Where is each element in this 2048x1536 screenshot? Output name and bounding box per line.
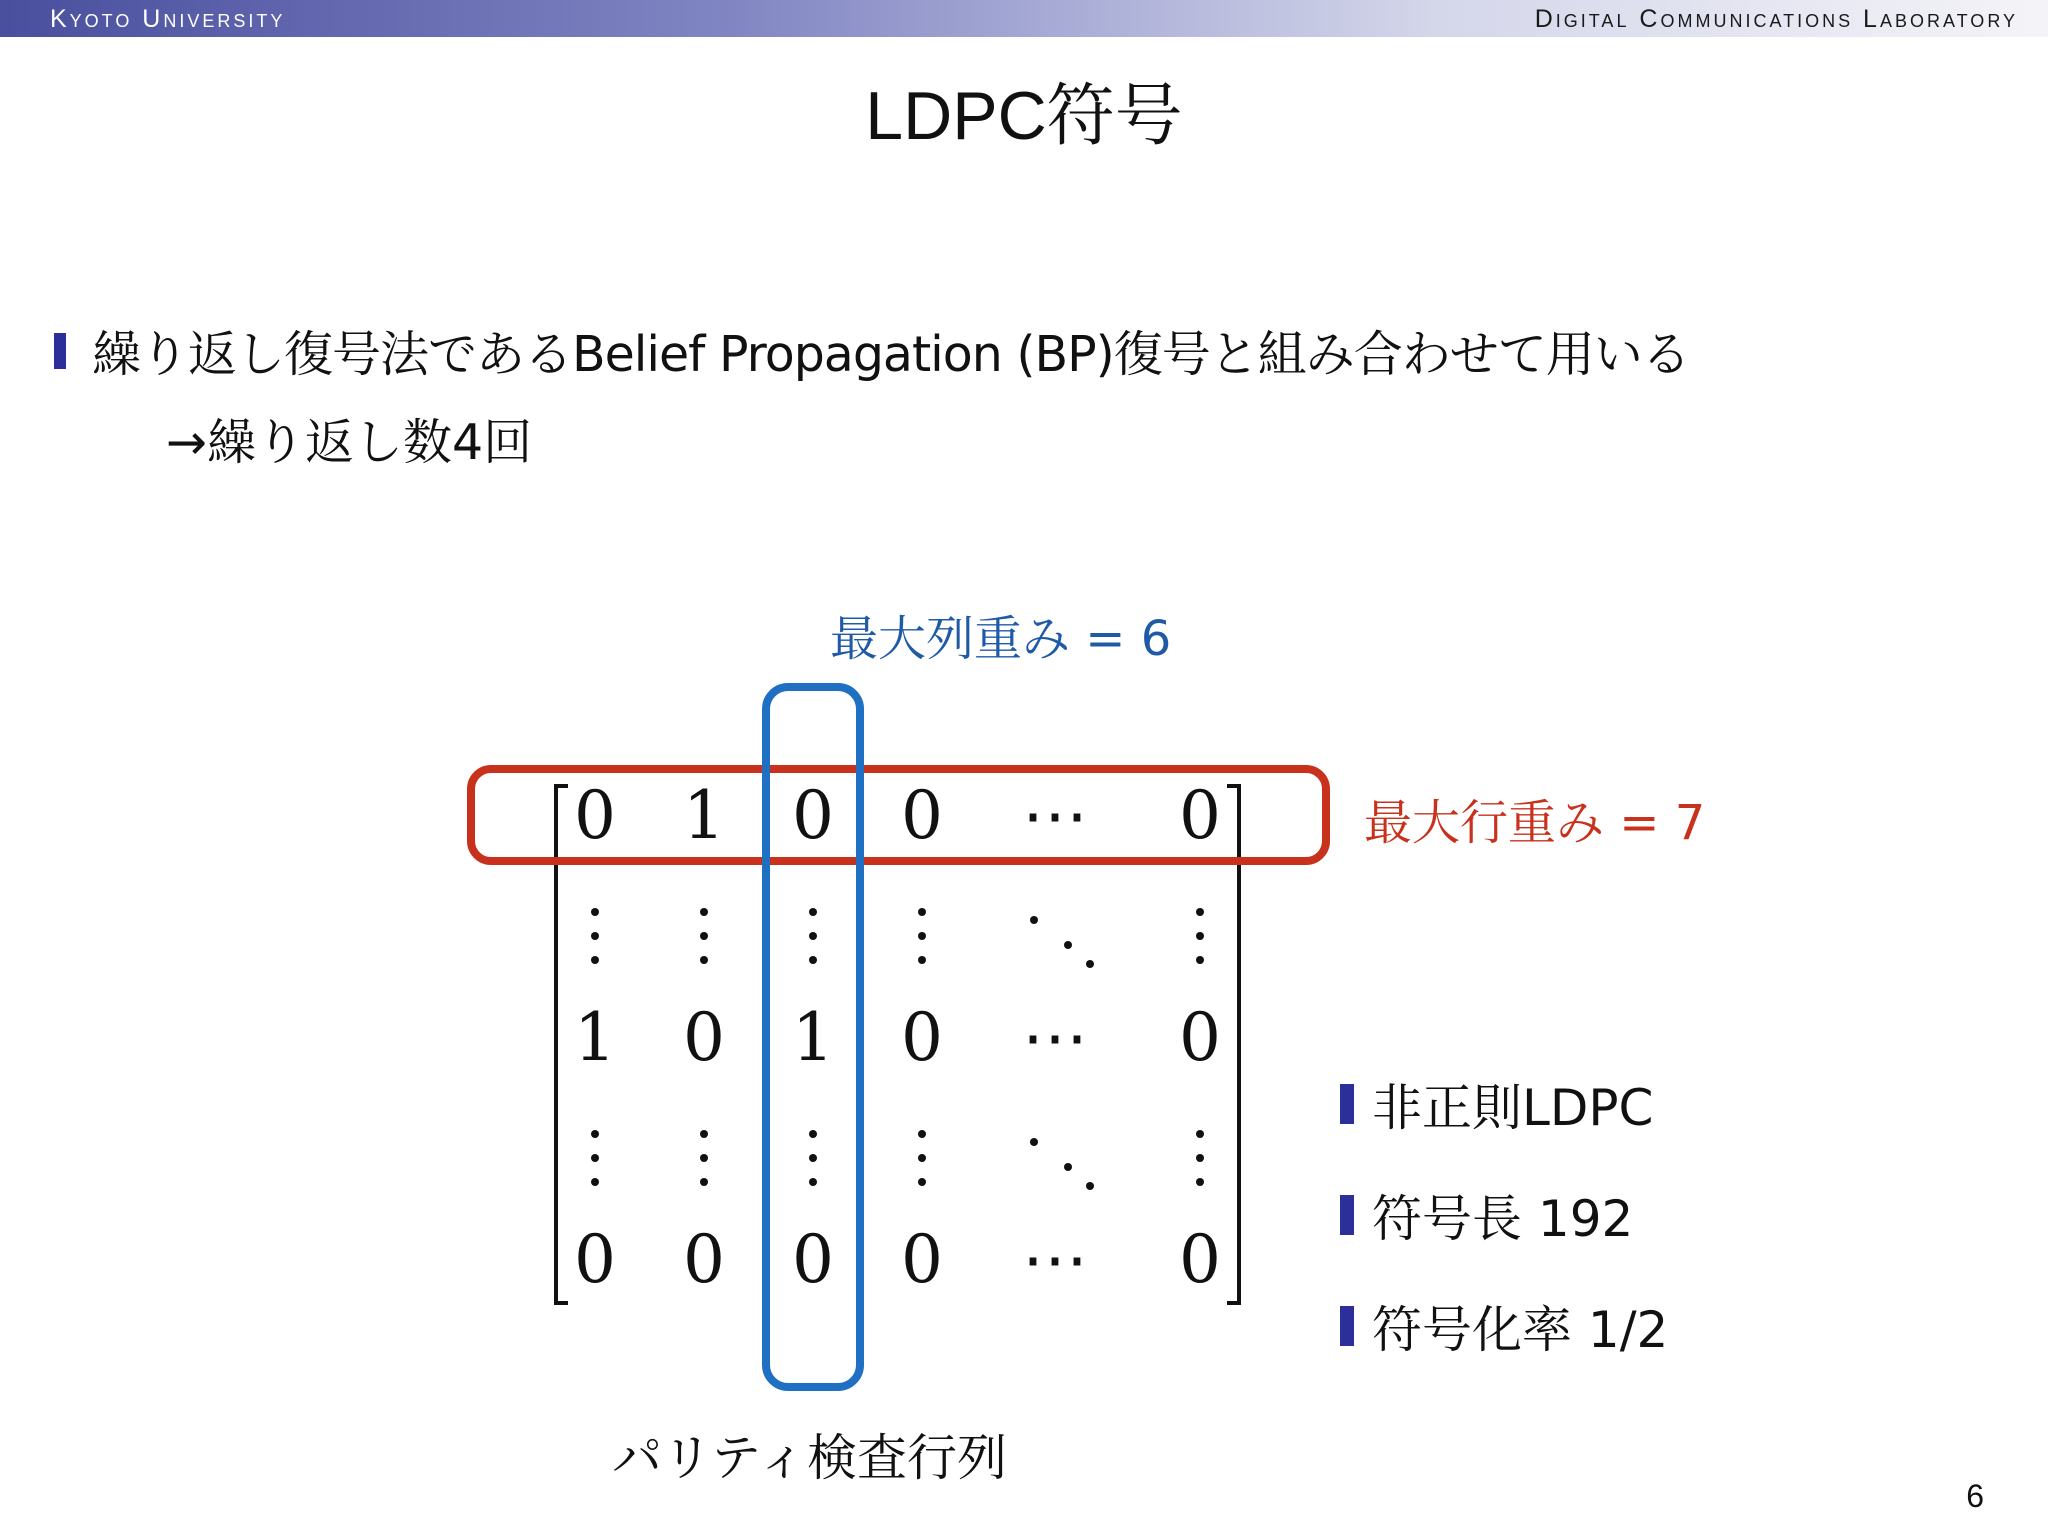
matrix-caption: パリティ検査行列 [612, 1429, 1007, 1487]
bullet-marker [1340, 1084, 1354, 1124]
matrix-cell: 0 [574, 777, 616, 854]
spec-item [1340, 1048, 1668, 1159]
matrix-cell: 0 [1179, 1221, 1221, 1298]
lab-name: Digital Communications Laboratory [1534, 5, 2018, 33]
university-name: Kyoto University [50, 5, 286, 33]
matrix-cell: ⋯ [1022, 777, 1088, 854]
spec-item [1340, 1270, 1668, 1381]
matrix-cell: 0 [683, 999, 725, 1076]
matrix-cell: 0 [683, 1221, 725, 1298]
matrix-cell: 0 [792, 777, 834, 854]
matrix-cell: 0 [792, 1221, 834, 1298]
spec-text: 非正則LDPC [1372, 1078, 1654, 1137]
matrix-cell: 0 [901, 999, 943, 1076]
spec-item [1340, 1159, 1668, 1270]
matrix-cell: ⋯ [1022, 1221, 1088, 1298]
diagonal-dots [1030, 1138, 1094, 1190]
vertical-dots-row [591, 1130, 1204, 1186]
diagonal-dots [1030, 916, 1094, 968]
bullet-marker [1340, 1195, 1354, 1235]
slide-title: LDPC符号 [865, 78, 1183, 154]
matrix-cell: 0 [1179, 777, 1221, 854]
vertical-dots-row [591, 908, 1204, 964]
matrix-cell: 0 [901, 1221, 943, 1298]
bullet-text: 繰り返し復号法であるBelief Propagation (BP)復号と組み合わせて用いる [92, 326, 1690, 383]
spec-text: 符号化率 1/2 [1372, 1300, 1669, 1359]
spec-list [1340, 1048, 1668, 1381]
matrix-cell: 0 [574, 1221, 616, 1298]
matrix-cell: ⋯ [1022, 999, 1088, 1076]
matrix-cell: 1 [574, 999, 616, 1076]
matrix-cell: 0 [1179, 999, 1221, 1076]
iteration-count-text: →繰り返し数4回 [166, 414, 533, 471]
max-column-weight-label: 最大列重み = 6 [830, 611, 1172, 667]
matrix-cell: 0 [901, 777, 943, 854]
spec-text: 符号長 192 [1372, 1189, 1634, 1248]
page-number: 6 [1966, 1478, 1984, 1514]
bullet-marker [1340, 1306, 1354, 1346]
matrix-cell: 1 [683, 777, 725, 854]
matrix-cell: 1 [792, 999, 834, 1076]
max-row-weight-label: 最大行重み = 7 [1364, 795, 1706, 851]
